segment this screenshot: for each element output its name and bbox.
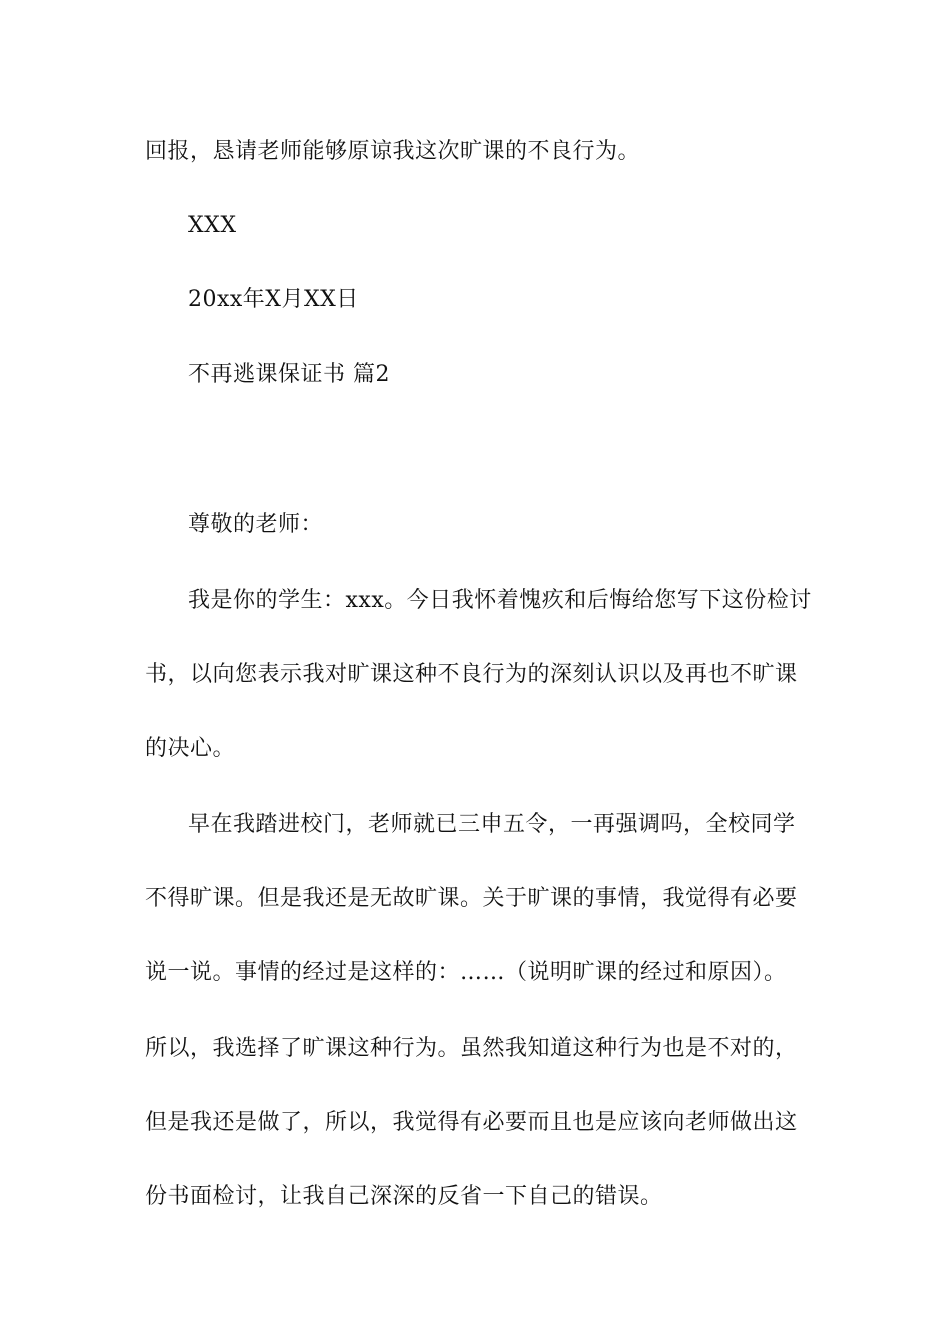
paragraph-line: 份书面检讨，让我自己深深的反省一下自己的错误。 — [145, 1184, 663, 1209]
paragraph-line: 所以，我选择了旷课这种行为。虽然我知道这种行为也是不对的， — [145, 1036, 798, 1061]
paragraph-line: 书，以向您表示我对旷课这种不良行为的深刻认识以及再也不旷课 — [145, 662, 798, 687]
paragraph-line: 的决心。 — [145, 736, 236, 761]
date-line: 20xx年X月XX日 — [188, 287, 359, 312]
paragraph-line: 不得旷课。但是我还是无故旷课。关于旷课的事情，我觉得有必要 — [145, 886, 798, 911]
signature: XXX — [188, 213, 237, 238]
salutation: 尊敬的老师： — [188, 512, 324, 537]
paragraph-line: 说一说。事情的经过是这样的：……（说明旷课的经过和原因）。 — [145, 960, 787, 985]
paragraph-line: 早在我踏进校门，老师就已三申五令，一再强调吗，全校同学 — [188, 812, 796, 837]
paragraph-line: 我是你的学生：xxx。今日我怀着愧疚和后悔给您写下这份检讨 — [188, 588, 812, 613]
section-title: 不再逃课保证书 篇2 — [188, 362, 390, 387]
paragraph-line: 但是我还是做了，所以，我觉得有必要而且也是应该向老师做出这 — [145, 1110, 798, 1135]
closing-line: 回报，恳请老师能够原谅我这次旷课的不良行为。 — [145, 139, 641, 164]
